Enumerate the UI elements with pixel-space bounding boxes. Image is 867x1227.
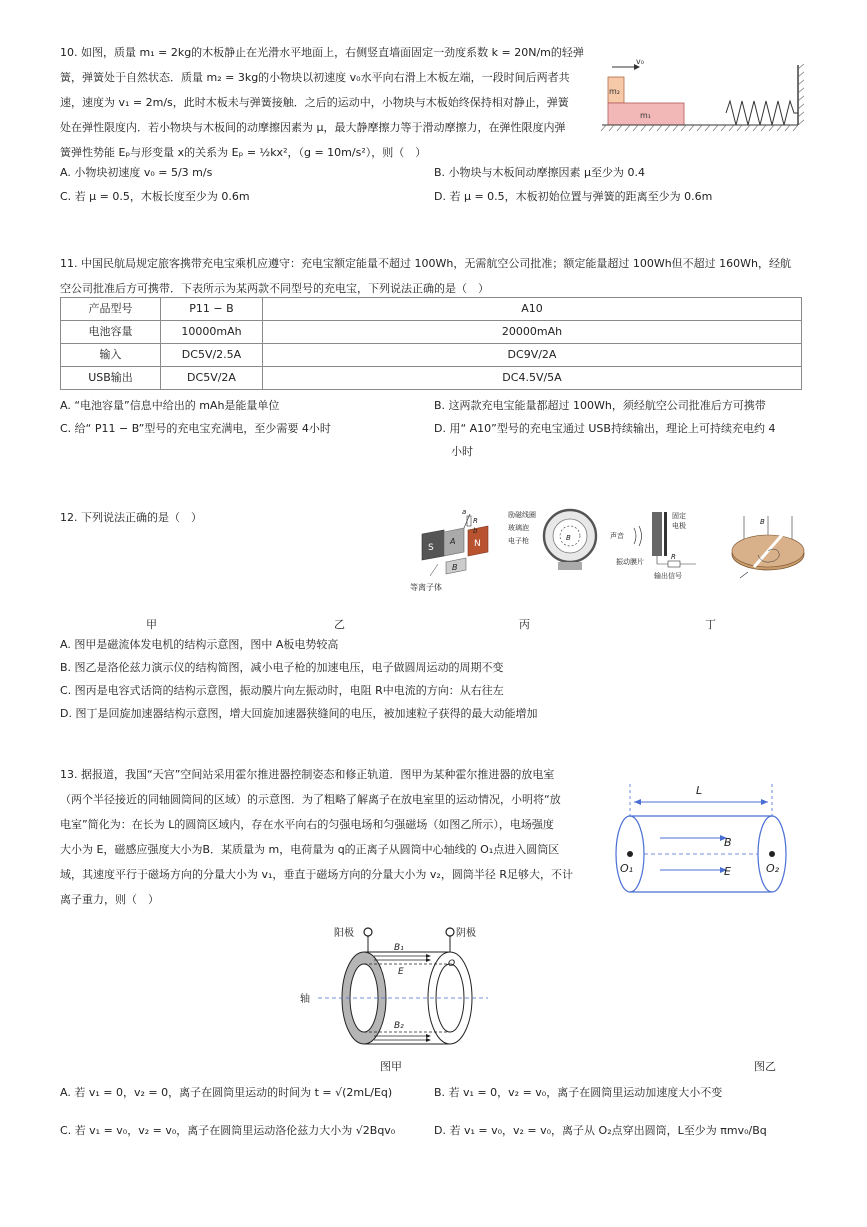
q13-line3: 电室”简化为：在长为 L的圆筒区域内，存在水平向右的匀强电场和匀强磁场（如图乙所示），电场强度 xyxy=(60,818,554,831)
table-cell: 产品型号 xyxy=(61,298,161,321)
q10-figure-block-spring xyxy=(598,55,808,135)
v0-label: v₀ xyxy=(636,57,644,66)
label-s: S xyxy=(428,543,434,553)
table-cell: 电池容量 xyxy=(61,321,161,344)
q11-option-b[interactable]: B. 这两款充电宝能量都超过 100Wh，须经航空公司批准后方可携带 xyxy=(434,399,766,412)
q13-line1: 13. 据报道，我国“天宫”空间站采用霍尔推进器控制姿态和修正轨道．图甲为某种霍尔推进器的放电室 xyxy=(60,768,555,781)
label-a: a xyxy=(462,508,467,516)
e-arrowhead-bottom xyxy=(426,1038,431,1042)
q13-option-a[interactable]: A. 若 v₁ = 0，v₂ = 0，离子在圆筒里运动的时间为 t = √(2mL/Eq) xyxy=(60,1086,393,1099)
label-b: b xyxy=(473,527,478,535)
table-row xyxy=(61,321,802,344)
fig-jia-hall-thruster xyxy=(298,920,492,1060)
diaphragm xyxy=(652,512,662,556)
table-row xyxy=(61,344,802,367)
cathode-label: 阴极 xyxy=(456,928,476,939)
table-cell: DC4.5V/5A xyxy=(263,367,802,390)
fig-bing-capacitor-mic xyxy=(608,508,700,582)
bulb-label: 玻璃泡 xyxy=(508,524,529,532)
table-cell: 10000mAh xyxy=(161,321,263,344)
fig-jia-mhd-generator xyxy=(408,508,502,594)
sound-label: 声音 xyxy=(610,532,624,540)
q11-option-a[interactable]: A. “电池容量”信息中给出的 mAh是能量单位 xyxy=(60,399,280,412)
electrode-label: 电极 xyxy=(672,522,686,530)
q12-option-d[interactable]: D. 图丁是回旋加速器结构示意图，增大回旋加速器狭缝间的电压，被加速粒子获得的最大动能增加 xyxy=(60,707,538,720)
q12-stem: 12. 下列说法正确的是（ ） xyxy=(60,511,202,524)
sound-waves xyxy=(634,526,642,546)
q11-option-d-cont: 小时 xyxy=(451,445,473,458)
table-cell: 输入 xyxy=(61,344,161,367)
q13-line2: （两个半径接近的同轴圆筒间的区域）的示意图．为了粗略了解离子在放电室里的运动情况，小明将“放 xyxy=(60,793,561,806)
table-cell: DC9V/2A xyxy=(263,344,802,367)
m1-label: m₁ xyxy=(640,111,651,120)
r2-label: R xyxy=(671,553,676,561)
q11-line2: 空公司批准后方可携带．下表所示为某两款不同型号的充电宝，下列说法正确的是（ ） xyxy=(60,282,489,295)
q12-option-a[interactable]: A. 图甲是磁流体发电机的结构示意图，图中 A板电势较高 xyxy=(60,638,339,651)
q10-line3: 速，速度为 v₁ = 2m/s，此时木板未与弹簧接触．之后的运动中，小物块与木板始终保持相对静止，弹簧 xyxy=(60,96,569,109)
caption-jia: 甲 xyxy=(146,618,157,631)
coil-label: 励磁线圈 xyxy=(508,511,536,519)
cathode-terminal xyxy=(446,928,454,936)
resistor-r xyxy=(467,516,471,526)
q11-option-c[interactable]: C. 给“ P11 − B”型号的充电宝充满电，至少需要 4小时 xyxy=(60,422,331,435)
diaphragm-label: 振动膜片 xyxy=(616,558,644,566)
plasma-label: 等离子体 xyxy=(410,583,442,592)
q11-option-d[interactable]: D. 用“ A10”型号的充电宝通过 USB持续输出，理论上可持续充电约 4 xyxy=(434,422,776,435)
fig-yi-lorentz-demo xyxy=(508,508,606,572)
q10-line4: 处在弹性限度内．若小物块与木板间的动摩擦因素为 μ，最大静摩擦力等于滑动摩擦力，在弹性限度内弹 xyxy=(60,121,566,134)
table-row xyxy=(61,367,802,390)
q10-option-d[interactable]: D. 若 μ = 0.5，木板初始位置与弹簧的距离至少为 0.6m xyxy=(434,190,713,203)
table-cell: A10 xyxy=(263,298,802,321)
spring xyxy=(726,101,798,125)
caption-fig-yi: 图乙 xyxy=(754,1060,776,1073)
caption-ding: 丁 xyxy=(705,618,716,631)
e-label: E xyxy=(724,865,731,878)
question-11 xyxy=(60,251,810,301)
b-field-label-ding: B xyxy=(760,518,765,526)
plasma-pointer xyxy=(430,564,438,576)
ground-hatch xyxy=(601,125,798,131)
question-13 xyxy=(60,762,605,912)
axis-label: 轴 xyxy=(300,994,310,1005)
question-10 xyxy=(60,40,595,165)
resistor-r2 xyxy=(668,561,680,567)
b-field-label-yi: B xyxy=(566,534,571,542)
fig-yi-cylinder xyxy=(604,780,800,900)
table-cell: DC5V/2.5A xyxy=(161,344,263,367)
q12-option-c[interactable]: C. 图丙是电容式话筒的结构示意图，振动膜片向左振动时，电阻 R中电流的方向：从右往左 xyxy=(60,684,504,697)
wire-ding xyxy=(740,572,748,578)
fixed-electrode xyxy=(664,512,667,556)
q10-option-b[interactable]: B. 小物块与木板间动摩擦因素 μ至少为 0.4 xyxy=(434,166,646,179)
q10-line1: 10. 如图，质量 m₁ = 2kg的木板静止在光滑水平地面上，右侧竖直墙面固定一劲度系数 k = 20N/m的轻弹 xyxy=(60,46,584,59)
b-label: B xyxy=(724,836,732,849)
e-arrowhead-top xyxy=(426,958,431,962)
b2-arrowhead xyxy=(426,1034,431,1038)
q13-option-b[interactable]: B. 若 v₁ = 0，v₂ = v₀，离子在圆筒里运动加速度大小不变 xyxy=(434,1086,723,1099)
q13-line5: 域，其速度平行于磁场方向的分量大小为 v₁，垂直于磁场方向的分量大小为 v₂，圆筒半径 R足够大，不计 xyxy=(60,868,573,881)
table-row xyxy=(61,298,802,321)
label-a-plate: A xyxy=(450,537,456,546)
table-cell: USB输出 xyxy=(61,367,161,390)
gun-label: 电子枪 xyxy=(508,537,529,545)
q13-option-d[interactable]: D. 若 v₁ = v₀，v₂ = v₀，离子从 O₂点穿出圆筒，L至少为 πmv₀/Bq xyxy=(434,1124,767,1137)
stand-base xyxy=(558,562,582,570)
b1-arrowhead xyxy=(426,954,431,958)
fixed-plate-label: 固定 xyxy=(672,512,686,520)
table-cell: P11 − B xyxy=(161,298,263,321)
table-cell: 20000mAh xyxy=(263,321,802,344)
q11-line1: 11. 中国民航局规定旅客携带充电宝乘机应遵守：充电宝额定能量不超过 100Wh，无需航空公司批准；额定能量超过 100Wh但不超过 160Wh，经航 xyxy=(60,257,792,270)
q13-line6: 离子重力，则（ ） xyxy=(60,893,159,906)
m2-label: m₂ xyxy=(609,87,620,96)
q10-line2: 簧，弹簧处于自然状态．质量 m₂ = 3kg的小物块以初速度 v₀水平向右滑上木板左端，一段时间后两者共 xyxy=(60,71,570,84)
anode-label: 阳极 xyxy=(334,928,354,939)
l-arrow-right xyxy=(761,799,768,805)
q13-option-c[interactable]: C. 若 v₁ = v₀，v₂ = v₀，离子在圆筒里运动洛伦兹力大小为 √2Bqv₀ xyxy=(60,1124,396,1137)
point-o1 xyxy=(627,851,633,857)
q10-option-c[interactable]: C. 若 μ = 0.5，木板长度至少为 0.6m xyxy=(60,190,250,203)
fig-ding-cyclotron xyxy=(728,512,810,582)
o-label: O xyxy=(448,959,456,969)
o2-label: O₂ xyxy=(766,862,780,875)
anode-terminal xyxy=(364,928,372,936)
l-label: L xyxy=(696,784,703,797)
point-o2 xyxy=(769,851,775,857)
powerbank-spec-table xyxy=(60,297,802,390)
b1-label: B₁ xyxy=(394,943,404,953)
q13-line4: 大小为 E，磁感应强度大小为B．某质量为 m，电荷量为 q的正离子从圆筒中心轴线的 O₁点进入圆筒区 xyxy=(60,843,560,856)
o1-label: O₁ xyxy=(620,862,634,875)
wall-hatch xyxy=(798,64,804,125)
label-n: N xyxy=(474,539,481,549)
table-cell: DC5V/2A xyxy=(161,367,263,390)
q12-option-b[interactable]: B. 图乙是洛伦兹力演示仪的结构简图，减小电子枪的加速电压，电子做圆周运动的周期不变 xyxy=(60,661,504,674)
label-b-plate: B xyxy=(452,563,458,572)
output-label: 输出信号 xyxy=(654,572,682,580)
q10-line5: 簧弹性势能 Eₚ与形变量 x的关系为 Eₚ = ½kx²，（g = 10m/s²），则（ ） xyxy=(60,146,427,159)
caption-yi: 乙 xyxy=(334,618,345,631)
caption-fig-jia: 图甲 xyxy=(380,1060,402,1073)
l-arrow-left xyxy=(634,799,641,805)
b2-label: B₂ xyxy=(394,1021,404,1031)
e-label-jia: E xyxy=(398,967,404,977)
caption-bing: 丙 xyxy=(519,618,530,631)
q10-option-a[interactable]: A. 小物块初速度 v₀ = 5/3 m/s xyxy=(60,166,213,179)
label-r: R xyxy=(473,517,478,525)
